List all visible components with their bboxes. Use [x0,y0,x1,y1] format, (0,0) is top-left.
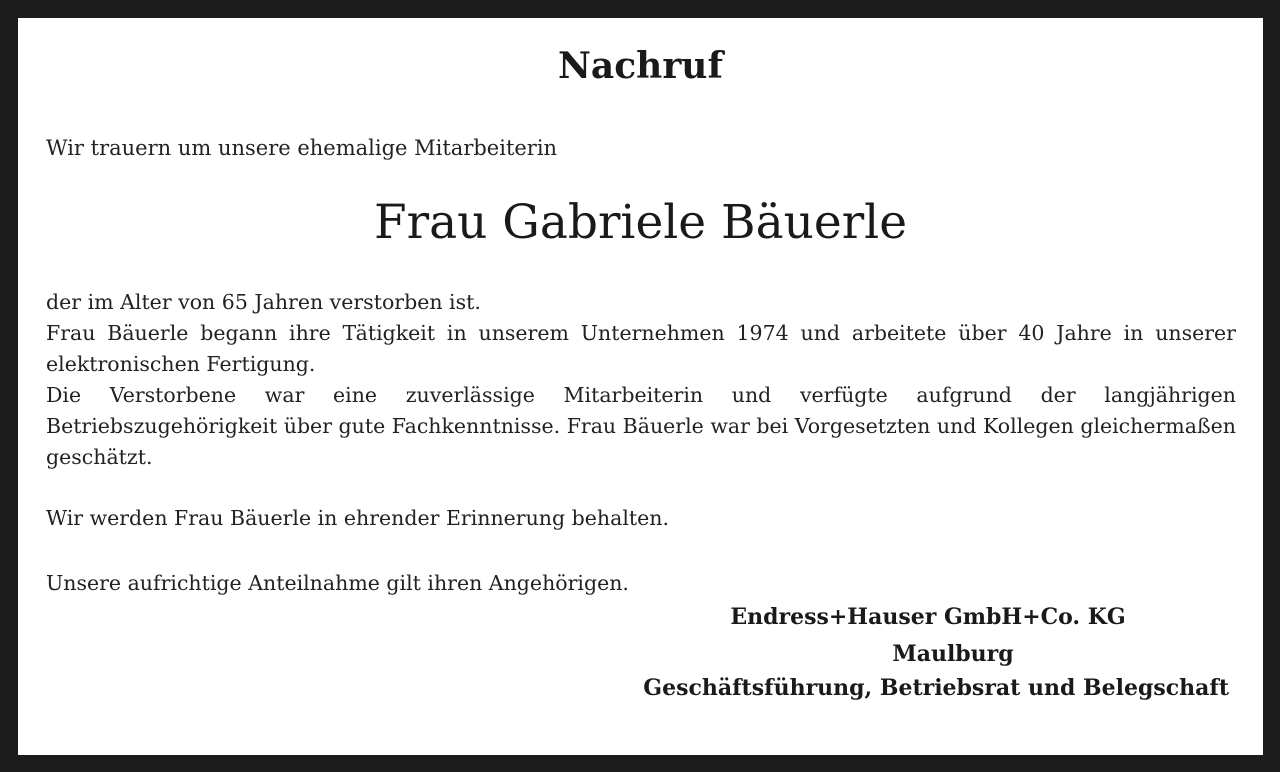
intro-text: Wir trauern um unsere ehemalige Mitarbeiterin [46,136,558,160]
obituary-body [46,287,1236,473]
deceased-name: Frau Gabriele Bäuerle [373,195,908,250]
body-line-career: Frau Bäuerle begann ihre Tätigkeit in unserem Unternehmen 1974 und arbeitete über 40 Jahre in unserer elektronischen Fertigung. [46,321,1236,376]
remembrance-text: Wir werden Frau Bäuerle in ehrender Erinnerung behalten. [46,506,669,530]
obituary-notice [18,18,1263,755]
body-line-age: der im Alter von 65 Jahren verstorben ist. [46,290,481,314]
signature-location: Maulburg [892,641,1014,667]
signature-company: Endress+Hauser GmbH+Co. KG [730,604,1126,630]
notice-title: Nachruf [558,45,723,87]
condolence-text: Unsere aufrichtige Anteilnahme gilt ihren Angehörigen. [46,571,629,595]
body-line-appreciation: Die Verstorbene war eine zuverlässige Mitarbeiterin und verfügte aufgrund der langjährigen Betriebszugehörigkeit über gute Fachkenntnisse. Frau Bäuerle war bei Vorgesetzten und Kollegen gleichermaßen geschätzt. [46,383,1236,469]
signature-signers: Geschäftsführung, Betriebsrat und Belegschaft [643,675,1229,701]
